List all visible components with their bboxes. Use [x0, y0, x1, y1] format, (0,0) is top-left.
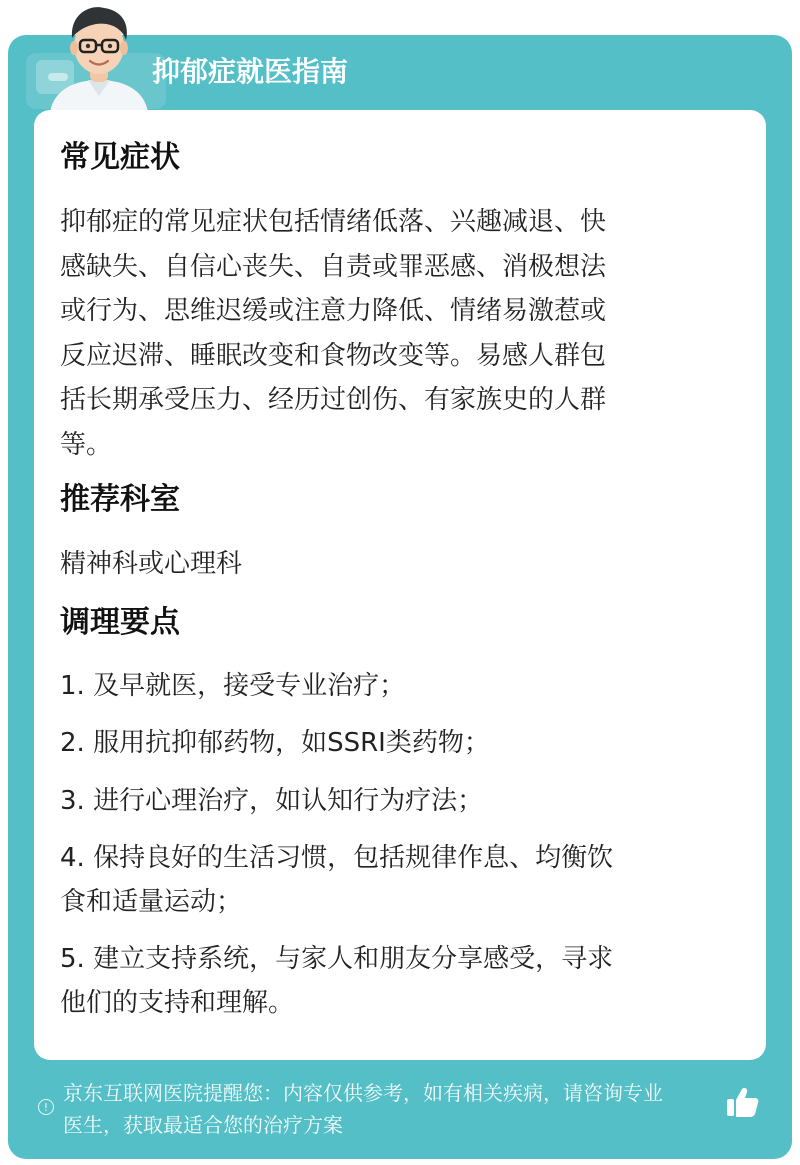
footer-line: 医生，获取最适合您的治疗方案	[63, 1113, 343, 1137]
list-item	[60, 721, 732, 765]
page-title: 抑郁症就医指南	[152, 55, 349, 88]
info-circle-icon: !	[38, 1099, 54, 1115]
list-item-line: 3. 进行心理治疗，如认知行为疗法；	[60, 786, 484, 816]
list-item-line: 他们的支持和理解。	[60, 988, 295, 1018]
symptoms-line: 反应迟滞、睡眠改变和食物改变等。易感人群包	[60, 340, 607, 371]
list-item-line: 5. 建立支持系统，与家人和朋友分享感受，寻求	[60, 944, 614, 974]
symptoms-line: 括长期承受压力、经历过创伤、有家族史的人群	[60, 385, 607, 415]
list-item-line: 食和适量运动；	[60, 887, 243, 917]
care-heading: 调理要点	[60, 605, 180, 640]
doctor-avatar	[44, 0, 154, 112]
symptoms-heading: 常见症状	[60, 140, 180, 175]
symptoms-line: 抑郁症的常见症状包括情绪低落、兴趣减退、快	[60, 207, 607, 237]
list-item	[60, 937, 732, 1025]
symptoms-line: 等。	[60, 429, 113, 460]
list-item	[60, 664, 732, 708]
footer-line: 京东互联网医院提醒您：内容仅供参考，如有相关疾病，请咨询专业	[63, 1081, 663, 1105]
thumbs-up-icon[interactable]	[724, 1084, 760, 1120]
department-heading: 推荐科室	[60, 482, 180, 517]
list-item	[60, 779, 732, 823]
content-card	[34, 110, 766, 1060]
list-item-line: 1. 及早就医，接受专业治疗；	[60, 671, 406, 701]
footer-disclaimer	[63, 1077, 731, 1141]
symptoms-line: 或行为、思维迟缓或注意力降低、情绪易激惹或	[60, 296, 607, 326]
list-item-line: 2. 服用抗抑郁药物，如SSRI类药物；	[60, 728, 490, 758]
list-item	[60, 836, 732, 924]
department-text: 精神科或心理科	[60, 549, 243, 579]
symptoms-text	[60, 200, 730, 467]
symptoms-line: 感缺失、自信心丧失、自责或罪恶感、消极想法	[60, 251, 607, 282]
list-item-line: 4. 保持良好的生活习惯，包括规律作息、均衡饮	[60, 843, 614, 873]
